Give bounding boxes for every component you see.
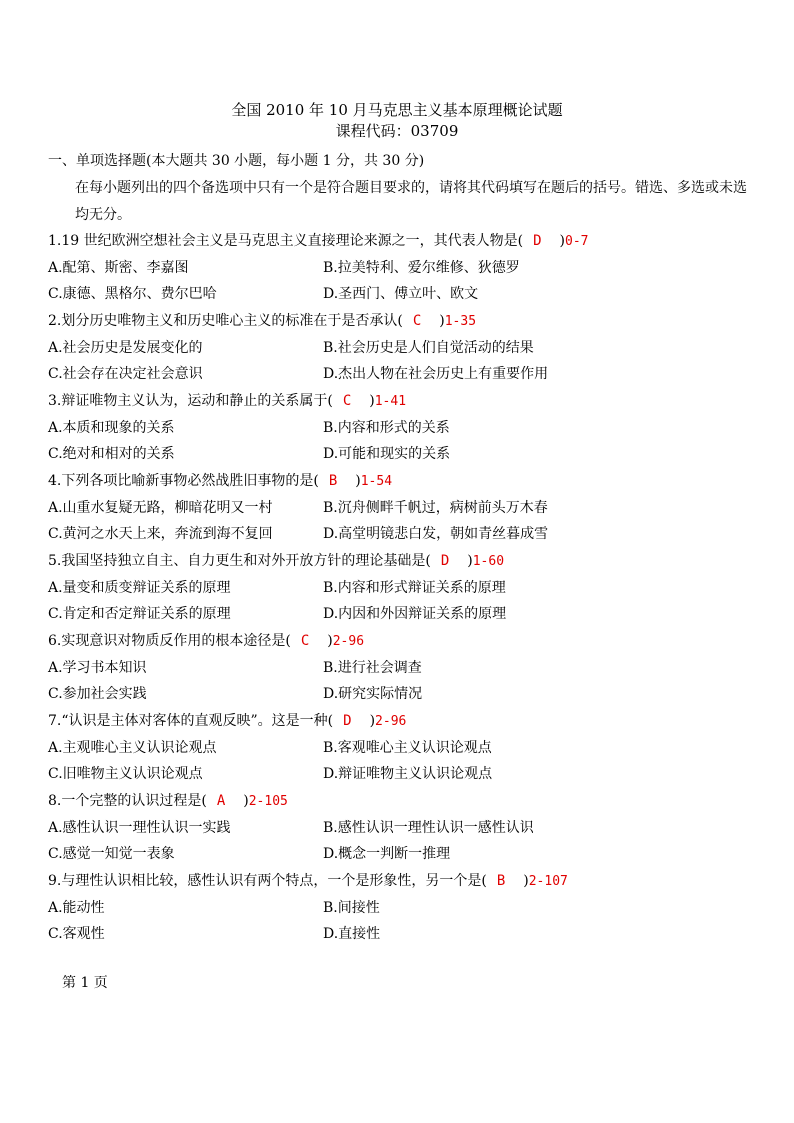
question-7 bbox=[48, 708, 406, 735]
answer-mark: B bbox=[328, 473, 338, 489]
option-a: A.感性认识一理性认识一实践 bbox=[48, 820, 231, 836]
option-c: C.感觉一知觉一表象 bbox=[48, 846, 175, 862]
option-a: A.配第、斯密、李嘉图 bbox=[48, 260, 189, 276]
question-close: ) bbox=[467, 553, 473, 569]
option-a: A.山重水复疑无路，柳暗花明又一村 bbox=[48, 500, 273, 516]
option-d: D.圣西门、傅立叶、欧文 bbox=[323, 286, 479, 302]
answer-reference: 1-54 bbox=[360, 474, 393, 489]
question-close: ) bbox=[559, 233, 565, 249]
option-d: D.可能和现实的关系 bbox=[323, 446, 451, 462]
option-c: C.肯定和否定辩证关系的原理 bbox=[48, 606, 231, 622]
question-close: ) bbox=[243, 793, 249, 809]
answer-mark: A bbox=[216, 793, 226, 809]
question-3 bbox=[48, 388, 406, 415]
option-d: D.概念一判断一推理 bbox=[323, 846, 451, 862]
question-close: ) bbox=[369, 393, 375, 409]
option-a: A.主观唯心主义认识论观点 bbox=[48, 740, 217, 756]
answer-mark: C bbox=[412, 313, 422, 329]
question-close: ) bbox=[523, 873, 529, 889]
answer-reference: 0-7 bbox=[565, 234, 589, 249]
option-b: B.进行社会调查 bbox=[323, 660, 422, 676]
question-stem: 3.辩证唯物主义认为，运动和静止的关系属于( bbox=[48, 393, 333, 409]
option-c: C.黄河之水天上来，奔流到海不复回 bbox=[48, 526, 273, 542]
option-c: C.社会存在决定社会意识 bbox=[48, 366, 203, 382]
question-8 bbox=[48, 788, 288, 815]
exam-title: 全国 2010 年 10 月马克思主义基本原理概论试题 bbox=[231, 101, 563, 119]
option-b: B.沉舟侧畔千帆过，病树前头万木春 bbox=[323, 500, 548, 516]
answer-mark: D bbox=[440, 553, 450, 569]
option-d: D.直接性 bbox=[323, 926, 381, 942]
option-a: A.能动性 bbox=[48, 900, 105, 916]
answer-reference: 2-96 bbox=[332, 634, 365, 649]
option-c: C.绝对和相对的关系 bbox=[48, 446, 175, 462]
option-b: B.内容和形式辩证关系的原理 bbox=[323, 580, 506, 596]
answer-reference: 1-60 bbox=[472, 554, 505, 569]
option-a: A.学习书本知识 bbox=[48, 660, 147, 676]
answer-reference: 1-41 bbox=[374, 394, 407, 409]
option-c: C.康德、黑格尔、费尔巴哈 bbox=[48, 286, 217, 302]
question-close: ) bbox=[439, 313, 445, 329]
option-d: D.研究实际情况 bbox=[323, 686, 423, 702]
question-5 bbox=[48, 548, 504, 575]
page-number: 第 1 页 bbox=[62, 975, 108, 991]
option-a: A.本质和现象的关系 bbox=[48, 420, 175, 436]
course-code: 课程代码：03709 bbox=[335, 122, 459, 140]
section-heading: 一、单项选择题(本大题共 30 小题，每小题 1 分，共 30 分) bbox=[48, 153, 425, 169]
option-b: B.客观唯心主义认识论观点 bbox=[323, 740, 492, 756]
question-close: ) bbox=[369, 713, 376, 729]
option-c: C.参加社会实践 bbox=[48, 686, 147, 702]
question-2 bbox=[48, 308, 476, 335]
answer-reference: 2-107 bbox=[528, 874, 568, 889]
question-4 bbox=[48, 468, 392, 495]
question-stem: 7.“认识是主体对客体的直观反映”。这是一种( bbox=[48, 713, 334, 729]
question-1 bbox=[48, 228, 588, 255]
answer-reference: 1-35 bbox=[444, 314, 477, 329]
option-c: C.客观性 bbox=[48, 926, 105, 942]
question-stem: 9.与理性认识相比较，感性认识有两个特点，一个是形象性，另一个是( bbox=[48, 873, 487, 889]
answer-reference: 2-105 bbox=[248, 794, 288, 809]
question-stem: 6.实现意识对物质反作用的根本途径是( bbox=[48, 633, 291, 649]
option-a: A.社会历史是发展变化的 bbox=[48, 340, 203, 356]
question-close: ) bbox=[355, 473, 361, 489]
option-a: A.量变和质变辩证关系的原理 bbox=[48, 580, 231, 596]
option-d: D.内因和外因辩证关系的原理 bbox=[323, 606, 507, 622]
option-b: B.间接性 bbox=[323, 900, 380, 916]
option-b: B.社会历史是人们自觉活动的结果 bbox=[323, 340, 534, 356]
option-d: D.杰出人物在社会历史上有重要作用 bbox=[323, 366, 549, 382]
option-d: D.辩证唯物主义认识论观点 bbox=[323, 766, 493, 782]
question-stem: 1.19 世纪欧洲空想社会主义是马克思主义直接理论来源之一，其代表人物是( bbox=[48, 233, 524, 249]
answer-mark: D bbox=[533, 233, 542, 249]
option-d: D.高堂明镜悲白发，朝如青丝暮成雪 bbox=[323, 526, 549, 542]
option-b: B.内容和形式的关系 bbox=[323, 420, 450, 436]
answer-mark: B bbox=[496, 873, 506, 889]
question-close: ) bbox=[327, 633, 333, 649]
question-6 bbox=[48, 628, 364, 655]
question-9 bbox=[48, 868, 568, 895]
option-b: B.感性认识一理性认识一感性认识 bbox=[323, 820, 534, 836]
question-stem: 8.一个完整的认识过程是( bbox=[48, 793, 207, 809]
answer-mark: C bbox=[300, 633, 310, 649]
question-stem: 2.划分历史唯物主义和历史唯心主义的标准在于是否承认( bbox=[48, 313, 403, 329]
answer-mark: C bbox=[342, 393, 352, 409]
answer-mark: D bbox=[343, 713, 352, 729]
option-c: C.旧唯物主义认识论观点 bbox=[48, 766, 203, 782]
section-instruction: 在每小题列出的四个备选项中只有一个是符合题目要求的，请将其代码填写在题后的括号。错选、多选或未选均无分。 bbox=[75, 180, 747, 223]
option-b: B.拉美特利、爱尔维修、狄德罗 bbox=[323, 260, 520, 276]
question-stem: 5.我国坚持独立自主、自力更生和对外开放方针的理论基础是( bbox=[48, 553, 431, 569]
answer-reference: 2-96 bbox=[375, 714, 407, 729]
question-stem: 4.下列各项比喻新事物必然战胜旧事物的是( bbox=[48, 473, 319, 489]
